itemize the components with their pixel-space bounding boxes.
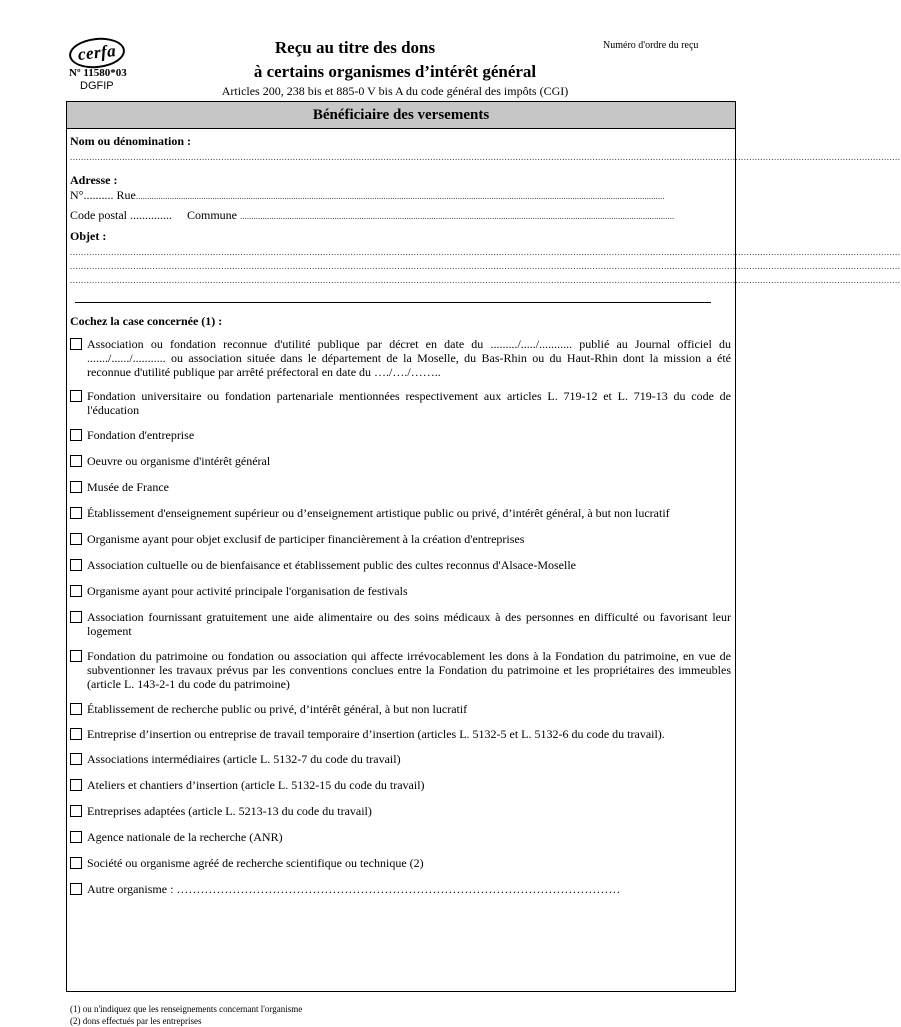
option-label: Association ou fondation reconnue d'utilité publique par décret en date du ........./...../........... publié au Journal officiel du ......./....../........... ou association située dans le département de la Moselle, du Bas-Rhin ou du Haut-Rhin dont la mission a été reconnue d'utilité publique par arrêté préfectoral en date du …./…./…….. — [87, 337, 731, 379]
commune-label: Commune — [187, 208, 237, 222]
option-label: Association cultuelle ou de bienfaisance et établissement public des cultes reconnus d'Alsace-Moselle — [87, 558, 577, 572]
option-cultual-association[interactable] — [70, 558, 731, 572]
option-label: Associations intermédiaires (article L. 5132-7 du code du travail) — [87, 752, 401, 766]
option-other-organism[interactable] — [70, 882, 731, 896]
option-heritage-foundation[interactable] — [70, 649, 731, 691]
checkbox[interactable] — [70, 831, 82, 843]
checkbox[interactable] — [70, 507, 82, 519]
object-label: Objet : — [70, 229, 107, 243]
footnote-1: (1) ou n'indiquez que les renseignements concernant l'organisme — [70, 1004, 303, 1014]
option-label: Société ou organisme agréé de recherche scientifique ou technique (2) — [87, 856, 424, 870]
option-food-aid[interactable] — [70, 610, 731, 638]
commune-field[interactable]: ................................................................................................................................................................................................. — [240, 211, 675, 221]
object-line-1[interactable]: .............................................................................................................................................................................................................................................................................................................. — [70, 247, 901, 257]
option-label: Établissement de recherche public ou privé, d’intérêt général, à but non lucratif — [87, 702, 468, 716]
name-label: Nom ou dénomination : — [70, 134, 192, 148]
street-label: Rue — [116, 188, 136, 202]
checkbox[interactable] — [70, 805, 82, 817]
number-label: N°.......... — [70, 188, 114, 202]
checkbox[interactable] — [70, 390, 82, 402]
option-label: Agence nationale de la recherche (ANR) — [87, 830, 283, 844]
divider — [75, 302, 711, 303]
checkbox[interactable] — [70, 703, 82, 715]
form-subtitle: Articles 200, 238 bis et 885-0 V bis A du code général des impôts (CGI) — [221, 84, 569, 98]
checkbox[interactable] — [70, 455, 82, 467]
option-label: Fondation du patrimoine ou fondation ou association qui affecte irrévocablement les dons à la Fondation du patrimoine, en vue de subventionner les travaux prévus par les conventions conclues entre la Fondation du patrimoine et les propriétaires des immeubles (article L. 143-2-1 du code du patrimoine) — [87, 649, 731, 691]
dgfip-label: DGFIP — [80, 80, 114, 92]
option-label: Musée de France — [87, 480, 169, 494]
option-label: Oeuvre ou organisme d'intérêt général — [87, 454, 271, 468]
checkbox[interactable] — [70, 728, 82, 740]
option-festivals[interactable] — [70, 584, 731, 598]
address-city-row — [70, 208, 731, 223]
checkbox[interactable] — [70, 753, 82, 765]
beneficiary-body — [67, 134, 901, 896]
option-label: Fondation d'entreprise — [87, 428, 195, 442]
option-label: Organisme ayant pour objet exclusif de participer financièrement à la création d'entreprises — [87, 532, 525, 546]
option-university-foundation[interactable] — [70, 389, 731, 417]
street-field[interactable]: ........................................................................................................................................................................................................................................... — [135, 191, 665, 201]
checkbox[interactable] — [70, 533, 82, 545]
option-intermediate-associations[interactable] — [70, 752, 731, 766]
check-instruction: Cochez la case concernée (1) : — [70, 314, 223, 328]
option-insertion-workshops[interactable] — [70, 778, 731, 792]
object-line-2[interactable]: .............................................................................................................................................................................................................................................................................................................. — [70, 261, 901, 271]
option-higher-education[interactable] — [70, 506, 731, 520]
checkbox[interactable] — [70, 883, 82, 895]
option-museum[interactable] — [70, 480, 731, 494]
checkbox[interactable] — [70, 338, 82, 350]
option-public-utility[interactable] — [70, 337, 731, 379]
option-anr[interactable] — [70, 830, 731, 844]
checkbox[interactable] — [70, 650, 82, 662]
order-number-label: Numéro d'ordre du reçu — [603, 40, 699, 51]
checkbox[interactable] — [70, 429, 82, 441]
checkbox[interactable] — [70, 779, 82, 791]
option-corporate-foundation[interactable] — [70, 428, 731, 442]
cerfa-number: Nº 11580*03 — [69, 67, 127, 79]
option-label: Entreprise d’insertion ou entreprise de travail temporaire d’insertion (articles L. 5132-5 et L. 5132-6 du code du travail). — [87, 727, 665, 741]
option-label: Autre organisme : ………………………………………………………………………………………………… — [87, 882, 621, 896]
option-label: Ateliers et chantiers d’insertion (article L. 5132-15 du code du travail) — [87, 778, 425, 792]
cerfa-logo — [68, 35, 127, 71]
option-adapted-companies[interactable] — [70, 804, 731, 818]
section-title: Bénéficiaire des versements — [67, 102, 735, 129]
postal-code-label: Code postal .............. — [70, 208, 172, 222]
checkbox[interactable] — [70, 559, 82, 571]
address-label: Adresse : — [70, 173, 118, 187]
option-insertion-company[interactable] — [70, 727, 731, 741]
form-title: Reçu au titre des dons — [274, 38, 436, 57]
beneficiary-frame — [66, 101, 901, 992]
checkbox[interactable] — [70, 585, 82, 597]
option-label: Entreprises adaptées (article L. 5213-13 du code du travail) — [87, 804, 372, 818]
form-title-line2: à certains organismes d’intérêt général — [253, 62, 537, 81]
footnote-2: (2) dons effectués par les entreprises — [70, 1016, 202, 1026]
cerfa-logo-text: cerfa — [76, 41, 118, 64]
name-field[interactable]: .............................................................................................................................................................................................................................................................................................................. — [70, 152, 901, 162]
footnotes — [70, 1003, 302, 1027]
checkbox[interactable] — [70, 857, 82, 869]
option-research-establishment[interactable] — [70, 702, 731, 716]
option-label: Association fournissant gratuitement une aide alimentaire ou des soins médicaux à des personnes en difficulté ou favorisant leur logement — [87, 610, 731, 638]
address-street-row — [70, 188, 731, 203]
option-research-company[interactable] — [70, 856, 731, 870]
object-line-3[interactable]: .............................................................................................................................................................................................................................................................................................................. — [70, 275, 901, 285]
checkbox[interactable] — [70, 481, 82, 493]
checkbox[interactable] — [70, 611, 82, 623]
option-business-creation[interactable] — [70, 532, 731, 546]
option-label: Fondation universitaire ou fondation partenariale mentionnées respectivement aux articles L. 719-12 et L. 719-13 du code de l'éducation — [87, 389, 731, 417]
option-label: Organisme ayant pour activité principale l'organisation de festivals — [87, 584, 408, 598]
option-label: Établissement d'enseignement supérieur ou d’enseignement artistique public ou privé, d’intérêt général, à but non lucratif — [87, 506, 670, 520]
option-general-interest[interactable] — [70, 454, 731, 468]
